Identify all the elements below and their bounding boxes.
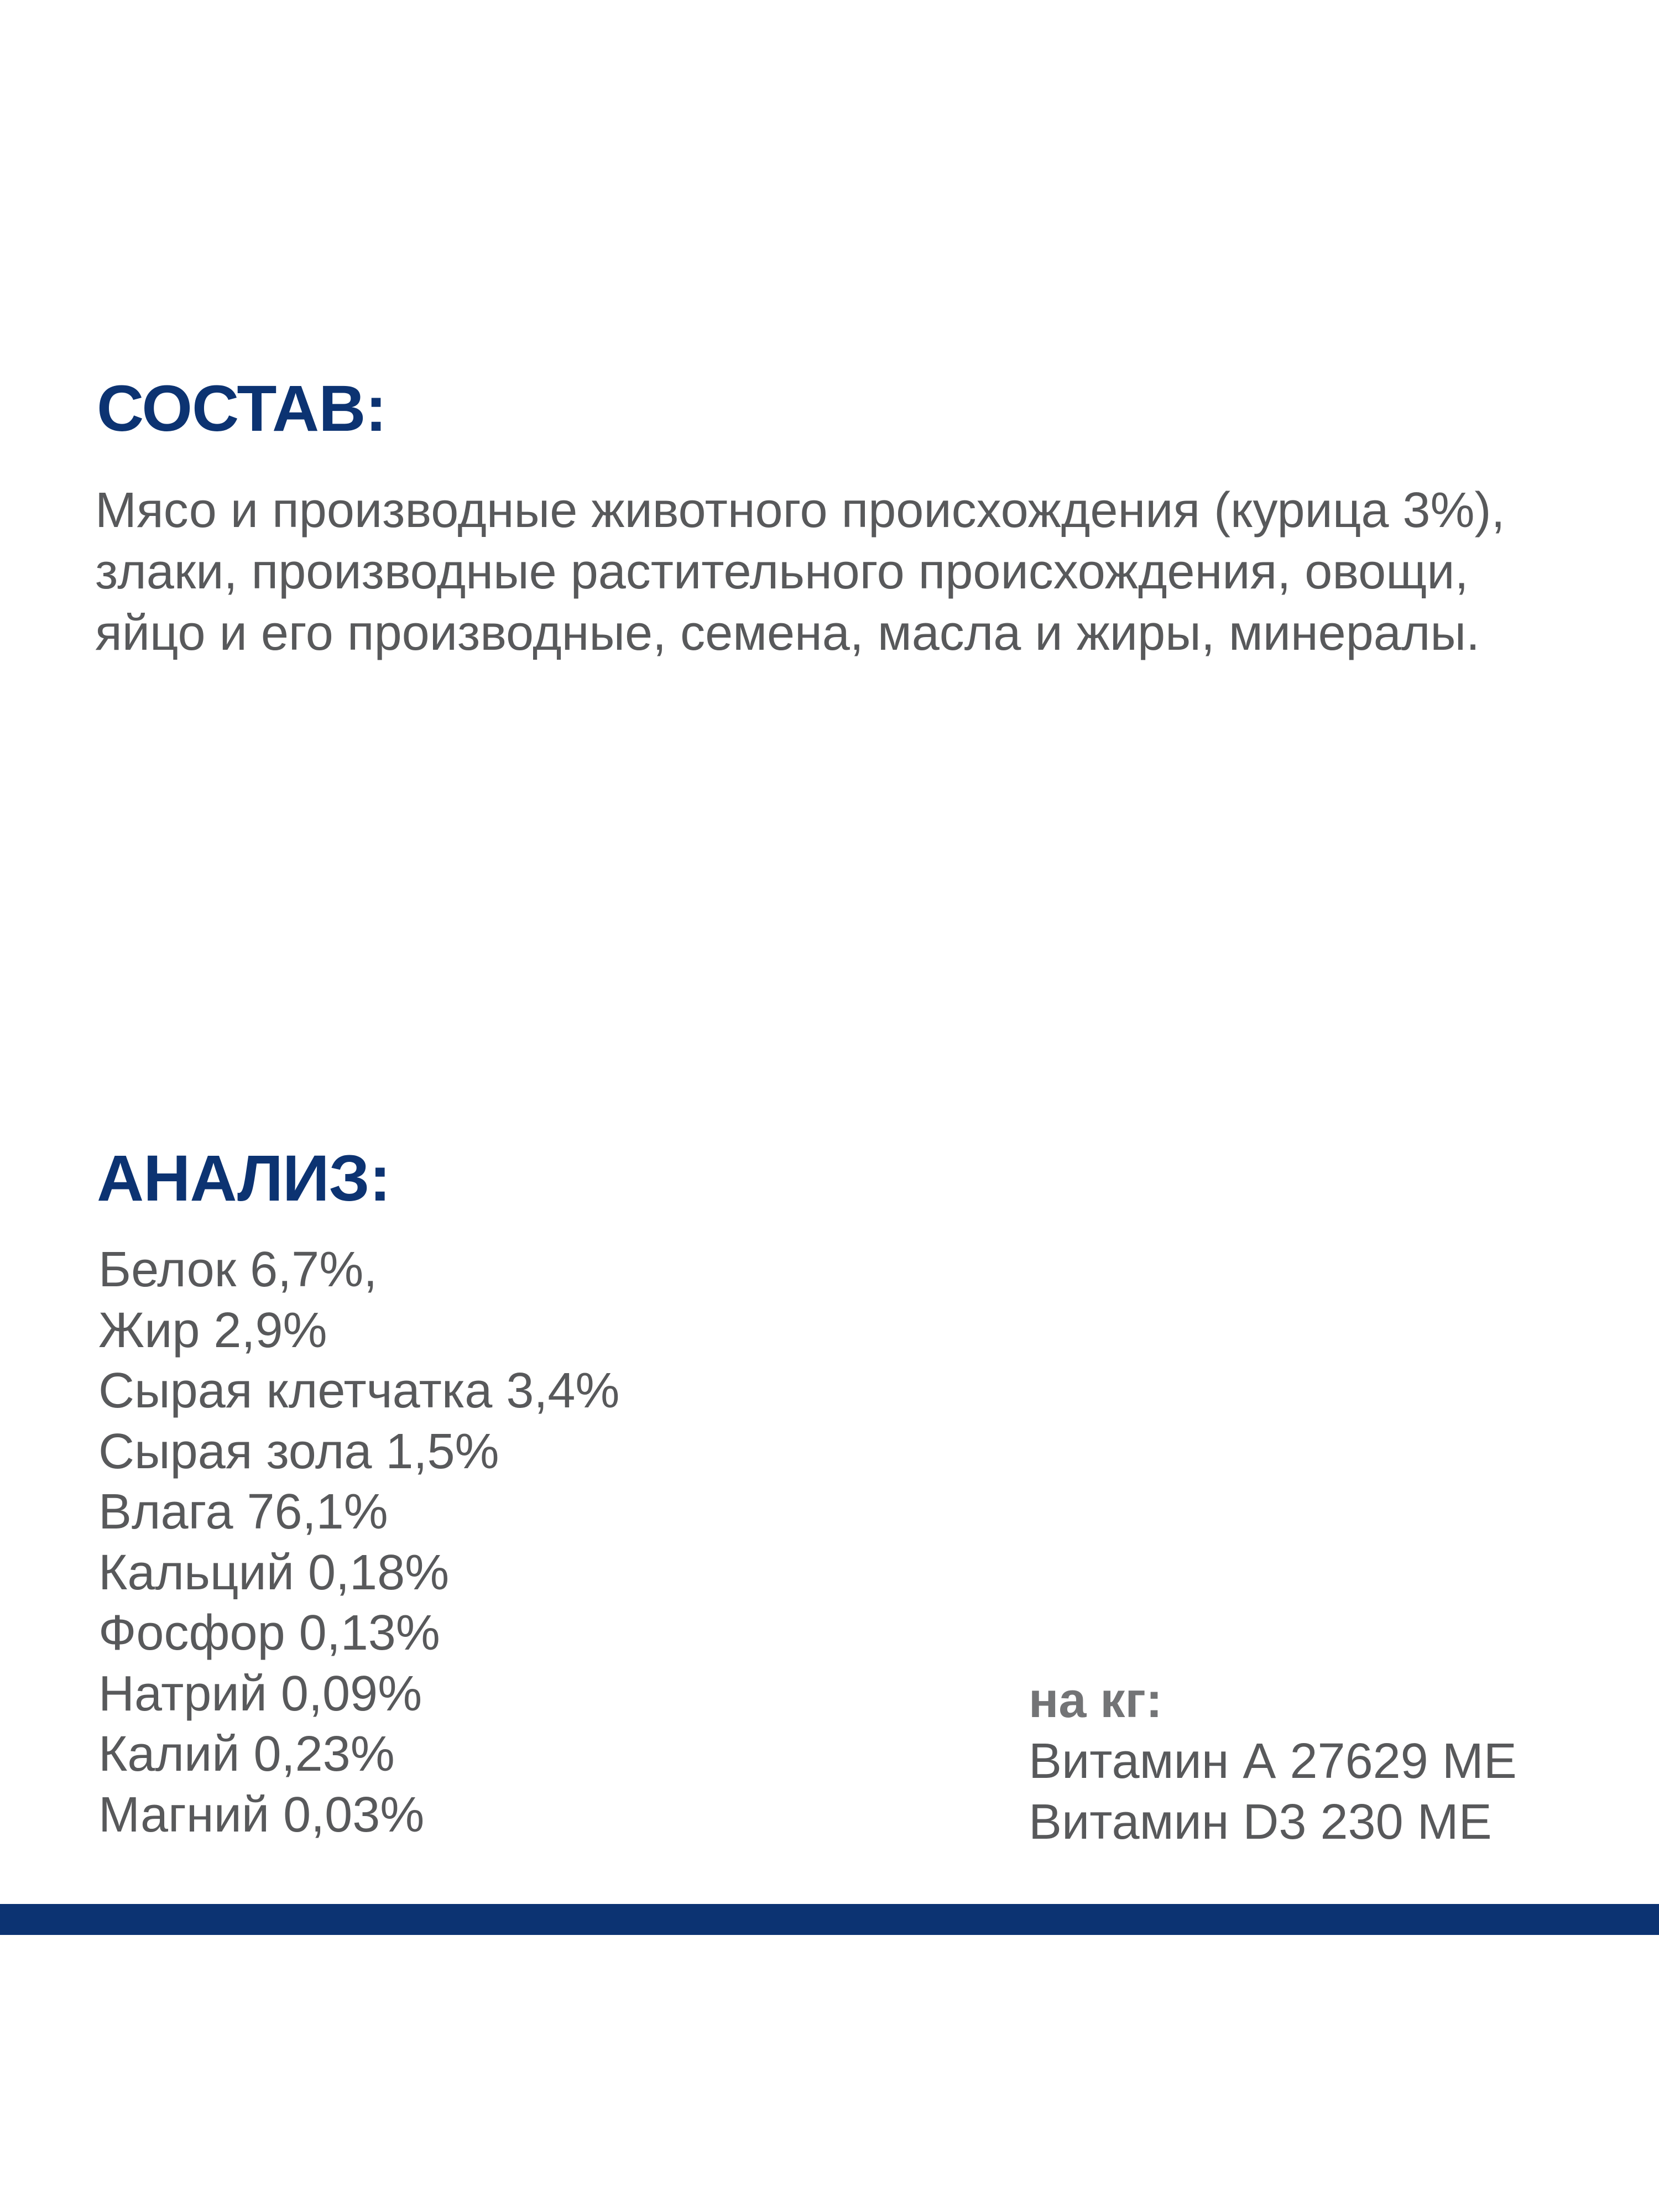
composition-heading: СОСТАВ:	[97, 372, 387, 445]
vitamins-label: на кг:	[1029, 1673, 1162, 1728]
analysis-heading: АНАЛИЗ:	[97, 1142, 390, 1215]
analysis-item-moisture: Влага 76,1%	[98, 1484, 388, 1540]
vitamin-a: Витамин А 27629 МЕ	[1029, 1734, 1517, 1789]
analysis-item-ash: Сырая зола 1,5%	[98, 1423, 499, 1479]
vitamin-d3: Витамин D3 230 МЕ	[1029, 1794, 1492, 1850]
analysis-item-potassium: Калий 0,23%	[98, 1726, 395, 1782]
analysis-list	[98, 1240, 619, 1845]
vitamins-list	[1029, 1731, 1517, 1853]
analysis-item-calcium: Кальций 0,18%	[98, 1545, 450, 1600]
analysis-item-fat: Жир 2,9%	[98, 1302, 327, 1358]
analysis-item-magnesium: Магний 0,03%	[98, 1787, 425, 1843]
analysis-item-sodium: Натрий 0,09%	[98, 1666, 422, 1721]
analysis-item-fiber: Сырая клетчатка 3,4%	[98, 1363, 620, 1418]
composition-text: Мясо и производные животного происхождения (курица 3%), злаки, производные растительного происхождения, овощи, яйцо и его производные, семена, масла и жиры, минералы.	[95, 483, 1505, 661]
bottom-accent-bar	[0, 1904, 1659, 1935]
analysis-item-phosphorus: Фосфор 0,13%	[98, 1605, 440, 1661]
vitamins-block	[1029, 1670, 1517, 1853]
analysis-item-protein: Белок 6,7%,	[98, 1242, 378, 1297]
